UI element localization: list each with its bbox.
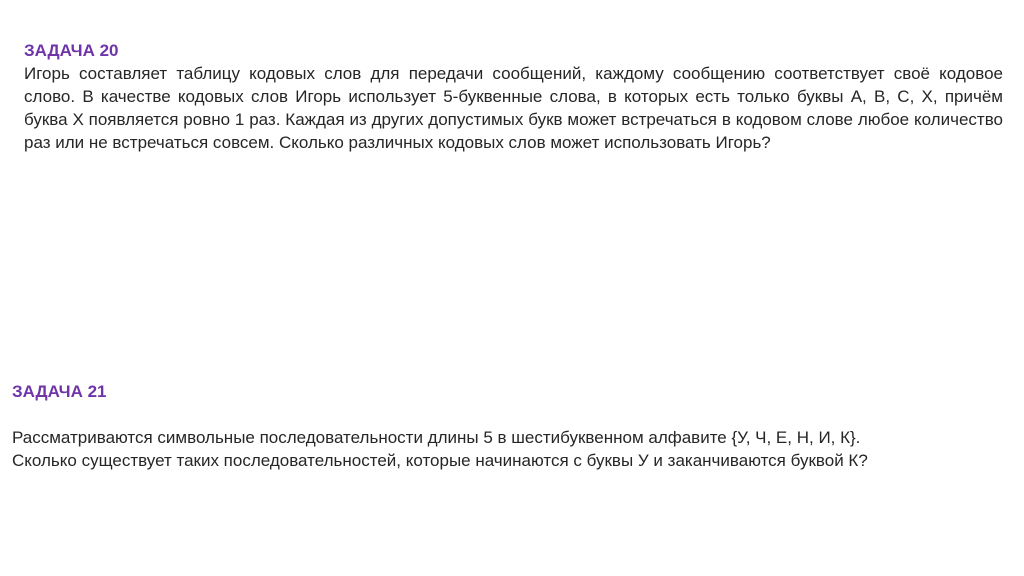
task-21-text	[12, 426, 1012, 472]
task-21-text-line-1: Рассматриваются символьные последовательности длины 5 в шестибуквенном алфавите {У, Ч, Е, Н, И, К}.	[12, 428, 861, 447]
task-20-text: Игорь составляет таблицу кодовых слов для передачи сообщений, каждому сообщению соответствует своё кодовое слово. В качестве кодовых слов Игорь использует 5-буквенные слова, в которых есть только буквы A, B, C, X, причём буква X появляется ровно 1 раз. Каждая из других допустимых букв может встречаться в кодовом слове любое количество раз или не встречаться совсем. Сколько различных кодовых слов может использовать Игорь?	[24, 64, 1003, 152]
task-20-block	[24, 39, 1003, 154]
task-21-text-line-2: Сколько существует таких последовательностей, которые начинаются с буквы У и заканчиваются буквой К?	[12, 451, 868, 470]
task-21-block	[12, 380, 1012, 472]
task-20-title: ЗАДАЧА 20	[24, 41, 119, 60]
task-21-title: ЗАДАЧА 21	[12, 382, 107, 401]
